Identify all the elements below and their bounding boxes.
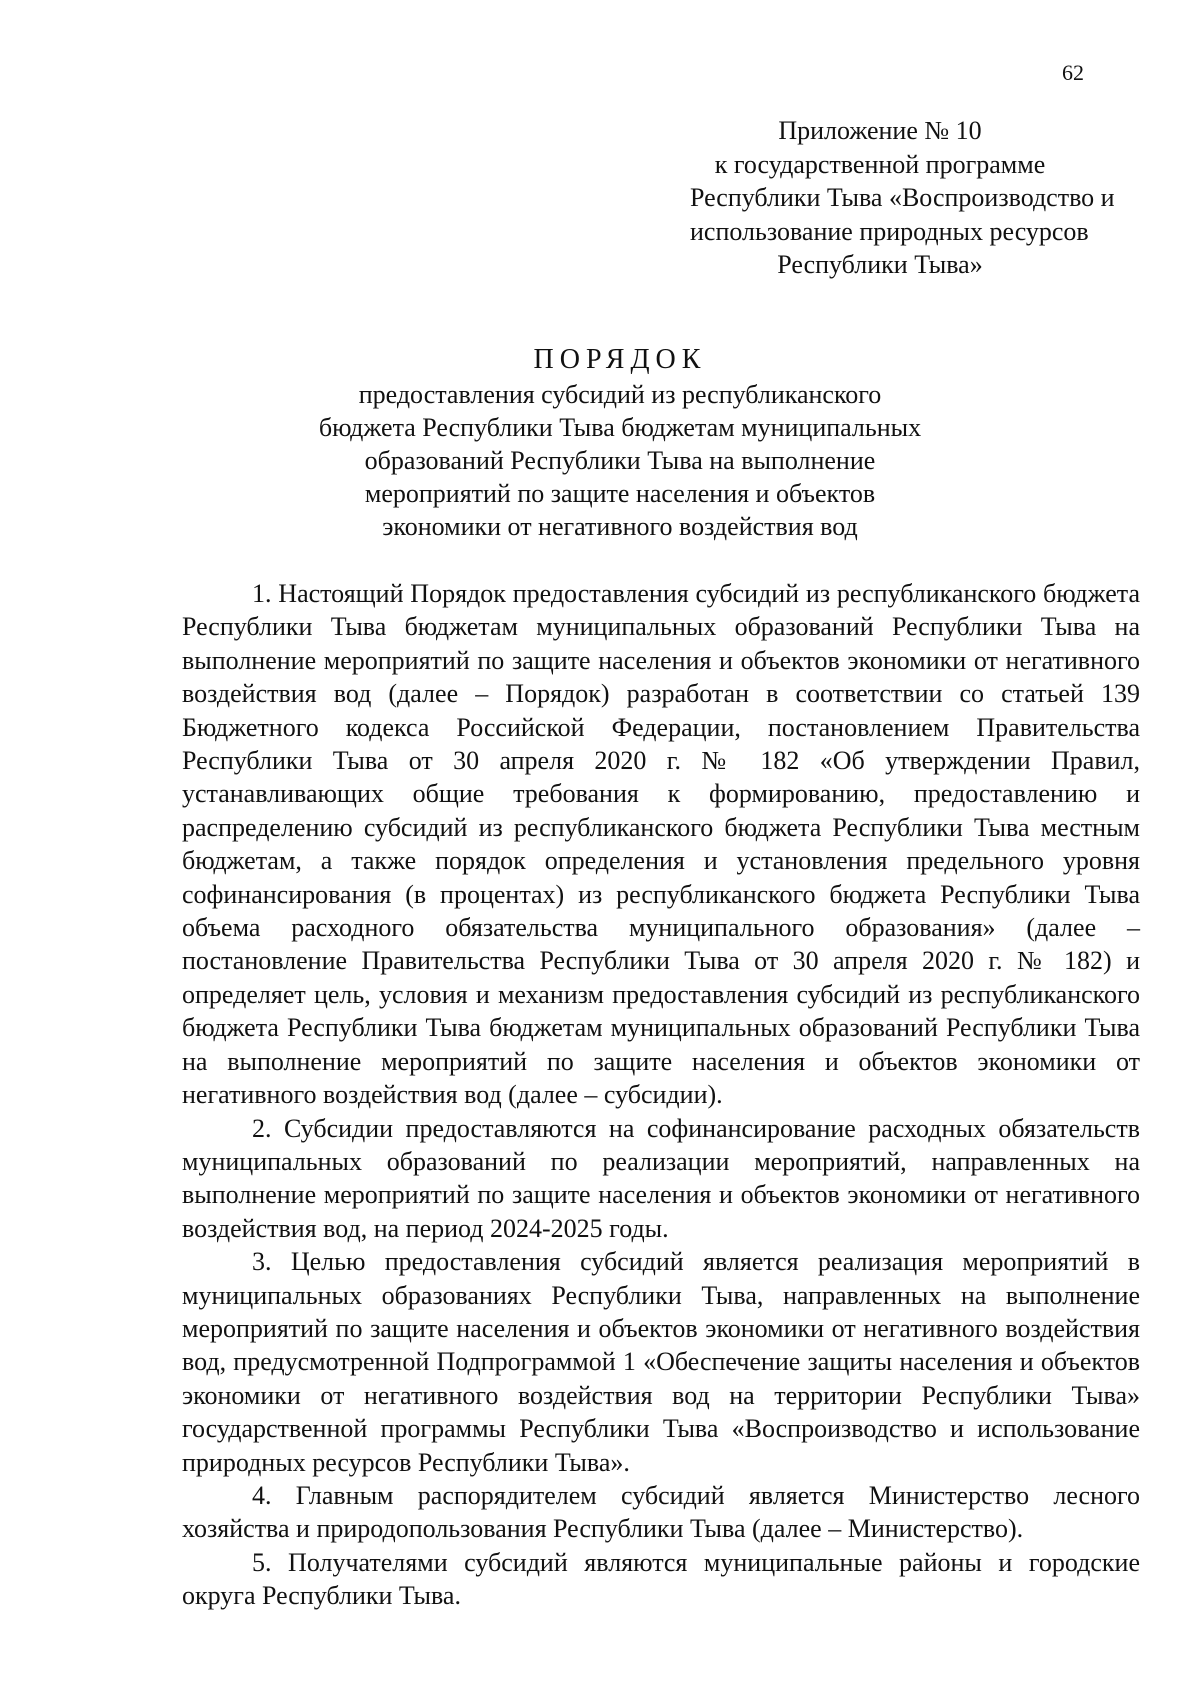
appendix-header	[690, 114, 1115, 282]
paragraph-5: 5. Получателями субсидий являются муниципальные районы и городские округа Республики Тыва.	[182, 1547, 1140, 1611]
appendix-line: Республики Тыва»	[777, 250, 983, 279]
subtitle-line: экономики от негативного воздействия вод	[382, 512, 858, 541]
paragraph-2: 2. Субсидии предоставляются на софинансирование расходных обязательств муниципальных образований по реализации мероприятий, направленных на выполнение мероприятий по защите населения и объектов экономики от негативного воздействия вод, на период 2024-2025 годы.	[182, 1113, 1140, 1243]
subtitle-line: мероприятий по защите населения и объектов	[364, 479, 876, 508]
document-body	[182, 577, 1140, 1613]
appendix-line: к государственной программе	[714, 149, 1046, 179]
appendix-line: Приложение № 10	[778, 116, 982, 145]
appendix-line: использование природных ресурсов	[690, 216, 1089, 246]
paragraph-4: 4. Главным распорядителем субсидий является Министерство лесного хозяйства и природопользования Республики Тыва (далее – Министерство).	[182, 1480, 1140, 1544]
title-subtitle	[260, 378, 980, 543]
appendix-line: Республики Тыва «Воспроизводство и	[690, 183, 1115, 212]
paragraph-3: 3. Целью предоставления субсидий является реализация мероприятий в муниципальных образованиях Республики Тыва, направленных на выполнение мероприятий по защите населения и объектов экономики от негативного воздействия вод, предусмотренной Подпрограммой 1 «Обеспечение защиты населения и объектов экономики от негативного воздействия вод на территории Республики Тыва» государственной программы Республики Тыва «Воспроизводство и использование природных ресурсов Республики Тыва».	[182, 1247, 1140, 1477]
subtitle-line: образований Республики Тыва на выполнение	[364, 446, 876, 475]
subtitle-line: предоставления субсидий из республиканского	[358, 380, 882, 409]
paragraph-1: 1. Настоящий Порядок предоставления субсидий из республиканского бюджета Республики Тыва бюджетам муниципальных образований Республики Тыва на выполнение мероприятий по защите населения и объектов экономики от негативного воздействия вод (далее – Порядок) разработан в соответствии со статьей 139 Бюджетного кодекса Российской Федерации, постановлением Правительства Республики Тыва от 30 апреля 2020 г. № 182 «Об утверждении Правил, устанавливающих общие требования к формированию, предоставлению и распределению субсидий из республиканского бюджета Республики Тыва местным бюджетам, а также порядок определения и установления предельного уровня софинансирования (в процентах) из республиканского бюджета Республики Тыва объема расходного обязательства муниципального образования» (далее – постановление Правительства Республики Тыва от 30 апреля 2020 г. № 182) и определяет цель, условия и механизм предоставления субсидий из республиканского бюджета Республики Тыва бюджетам муниципальных образований Республики Тыва на выполнение мероприятий по защите населения и объектов экономики от негативного воздействия вод (далее – субсидии).	[182, 579, 1140, 1110]
page-number: 62	[1062, 60, 1084, 85]
title-main: ПОРЯДОК	[533, 344, 707, 375]
subtitle-line: бюджета Республики Тыва бюджетам муниципальных	[318, 413, 922, 442]
document-title	[260, 342, 980, 543]
